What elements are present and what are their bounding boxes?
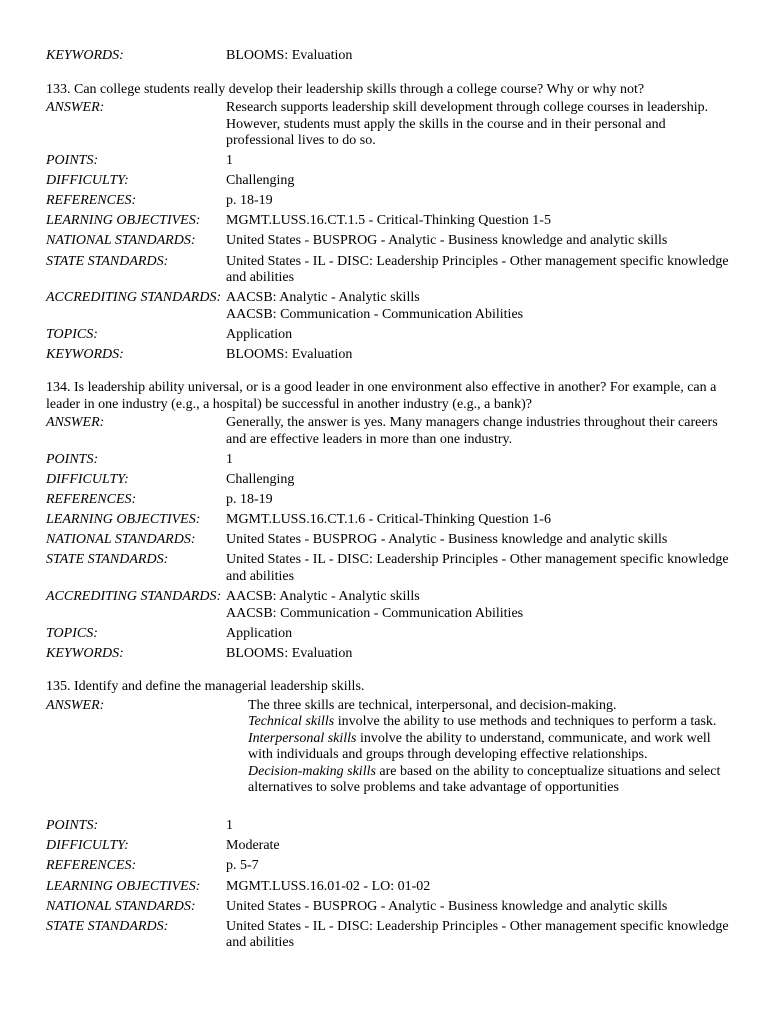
difficulty-label: DIFFICULTY:: [46, 838, 129, 854]
national-standards-label: NATIONAL STANDARDS:: [46, 532, 196, 548]
question-133: 133. Can college students really develop their leadership skills through a college course? Why or why not?: [46, 81, 645, 97]
state-standards-label: STATE STANDARDS:: [46, 552, 169, 568]
points-row-133: [46, 153, 736, 170]
national-standards-value: United States - BUSPROG - Analytic - Business knowledge and analytic skills: [226, 898, 668, 914]
answer-technical: [248, 714, 736, 731]
state-standards-row-135: [46, 919, 736, 952]
keywords-label: KEYWORDS:: [46, 645, 124, 661]
answer-value: Generally, the answer is yes. Many managers change industries throughout their careers and are effective leaders in more than one industry.: [226, 415, 718, 447]
references-label: REFERENCES:: [46, 193, 137, 209]
difficulty-value: Challenging: [226, 472, 295, 488]
accrediting-standards-value: [226, 290, 736, 323]
points-value: 1: [226, 818, 233, 834]
technical-skills-term: Technical skills: [248, 714, 335, 730]
answer-label: ANSWER:: [46, 415, 105, 431]
learning-objectives-value: MGMT.LUSS.16.CT.1.6 - Critical-Thinking Question 1-6: [226, 512, 551, 528]
answer-row-135: [46, 698, 736, 797]
state-standards-label: STATE STANDARDS:: [46, 918, 169, 934]
difficulty-row-134: [46, 472, 736, 489]
points-value: 1: [226, 451, 233, 467]
topics-value: Application: [226, 326, 293, 342]
learning-objectives-row-135: [46, 879, 736, 896]
references-label: REFERENCES:: [46, 492, 137, 508]
keywords-row-134: [46, 646, 736, 663]
state-standards-value: United States - IL - DISC: Leadership Principles - Other management specific knowledge and abilities: [226, 552, 729, 584]
keywords-row-133: [46, 347, 736, 364]
references-row-135: [46, 858, 736, 875]
points-label: POINTS:: [46, 818, 99, 834]
document-page: [46, 48, 736, 955]
keywords-value: BLOOMS: Evaluation: [226, 346, 353, 362]
answer-value: [226, 698, 736, 797]
points-label: POINTS:: [46, 153, 99, 169]
national-standards-value: United States - BUSPROG - Analytic - Business knowledge and analytic skills: [226, 233, 668, 249]
state-standards-row-133: [46, 254, 736, 287]
difficulty-label: DIFFICULTY:: [46, 173, 129, 189]
learning-objectives-value: MGMT.LUSS.16.CT.1.5 - Critical-Thinking Question 1-5: [226, 213, 551, 229]
answer-intro: The three skills are technical, interpersonal, and decision-making.: [248, 697, 617, 713]
national-standards-label: NATIONAL STANDARDS:: [46, 233, 196, 249]
learning-objectives-row-133: [46, 213, 736, 230]
keywords-value: BLOOMS: Evaluation: [226, 48, 353, 63]
references-value: p. 18-19: [226, 193, 273, 209]
learning-objectives-label: LEARNING OBJECTIVES:: [46, 512, 201, 528]
references-row-133: [46, 193, 736, 210]
difficulty-value: Moderate: [226, 838, 280, 854]
state-standards-value: United States - IL - DISC: Leadership Principles - Other management specific knowledge and abilities: [226, 253, 729, 286]
decision-making-skills-term: Decision-making skills: [248, 763, 376, 779]
accrediting-standards-label: ACCREDITING STANDARDS:: [46, 589, 222, 604]
national-standards-row-135: [46, 899, 736, 916]
learning-objectives-label: LEARNING OBJECTIVES:: [46, 878, 201, 894]
answer-label: ANSWER:: [46, 100, 105, 115]
keywords-value: BLOOMS: Evaluation: [226, 645, 353, 661]
accrediting-standards-row-133: [46, 290, 736, 323]
keywords-label: KEYWORDS:: [46, 48, 124, 63]
learning-objectives-row-134: [46, 512, 736, 529]
accrediting-standards-row-134: [46, 589, 736, 622]
interpersonal-skills-term: Interpersonal skills: [248, 730, 357, 746]
national-standards-row-133: [46, 233, 736, 250]
references-value: p. 18-19: [226, 492, 273, 508]
answer-row-133: [46, 100, 736, 150]
topics-row-133: [46, 327, 736, 344]
references-label: REFERENCES:: [46, 858, 137, 874]
national-standards-value: United States - BUSPROG - Analytic - Business knowledge and analytic skills: [226, 532, 668, 548]
accrediting-standard-2: AACSB: Communication - Communication Abilities: [226, 306, 524, 322]
interpersonal-skills-definition: involve the ability to understand, communicate, and work well with individuals and groups through developing effective relationships.: [248, 730, 711, 763]
accrediting-standard-1: AACSB: Analytic - Analytic skills: [226, 589, 420, 604]
points-row-134: [46, 452, 736, 469]
answer-decision: [248, 764, 736, 797]
topics-label: TOPICS:: [46, 625, 98, 641]
topics-row-134: [46, 626, 736, 643]
question-135: 135. Identify and define the managerial leadership skills.: [46, 679, 365, 695]
question-134: 134. Is leadership ability universal, or is a good leader in one environment also effective in another? For example, can a leader in one industry (e.g., a hospital) be successful in another industry (e.g., a bank)?: [46, 380, 717, 412]
difficulty-row-133: [46, 173, 736, 190]
keywords-label: KEYWORDS:: [46, 346, 124, 362]
spacer: [46, 800, 736, 818]
answer-value: Research supports leadership skill development through college courses in leadership. However, students must apply the skills in the course and in their personal and professional lives to do so.: [226, 100, 709, 148]
points-value: 1: [226, 153, 233, 169]
topics-value: Application: [226, 625, 293, 641]
learning-objectives-label: LEARNING OBJECTIVES:: [46, 213, 201, 229]
accrediting-standard-2: AACSB: Communication - Communication Abilities: [226, 605, 524, 621]
state-standards-value: United States - IL - DISC: Leadership Principles - Other management specific knowledge and abilities: [226, 918, 729, 951]
keywords-row-top: [46, 48, 736, 65]
references-value: p. 5-7: [226, 858, 259, 874]
answer-label: ANSWER:: [46, 697, 105, 713]
difficulty-value: Challenging: [226, 173, 295, 189]
technical-skills-definition: involve the ability to use methods and techniques to perform a task.: [334, 714, 717, 730]
accrediting-standards-value: [226, 589, 736, 622]
state-standards-label: STATE STANDARDS:: [46, 253, 169, 269]
difficulty-row-135: [46, 838, 736, 855]
decision-making-skills-definition: are based on the ability to conceptualize situations and select alternatives to solve problems and take advantage of opportunities: [248, 763, 721, 796]
accrediting-standard-1: AACSB: Analytic - Analytic skills: [226, 290, 420, 306]
answer-row-134: [46, 415, 736, 448]
topics-label: TOPICS:: [46, 326, 98, 342]
national-standards-label: NATIONAL STANDARDS:: [46, 898, 196, 914]
points-row-135: [46, 818, 736, 835]
points-label: POINTS:: [46, 451, 99, 467]
state-standards-row-134: [46, 552, 736, 585]
answer-interpersonal: [248, 731, 736, 764]
accrediting-standards-label: ACCREDITING STANDARDS:: [46, 290, 222, 306]
national-standards-row-134: [46, 532, 736, 549]
difficulty-label: DIFFICULTY:: [46, 472, 129, 488]
learning-objectives-value: MGMT.LUSS.16.01-02 - LO: 01-02: [226, 878, 431, 894]
references-row-134: [46, 492, 736, 509]
